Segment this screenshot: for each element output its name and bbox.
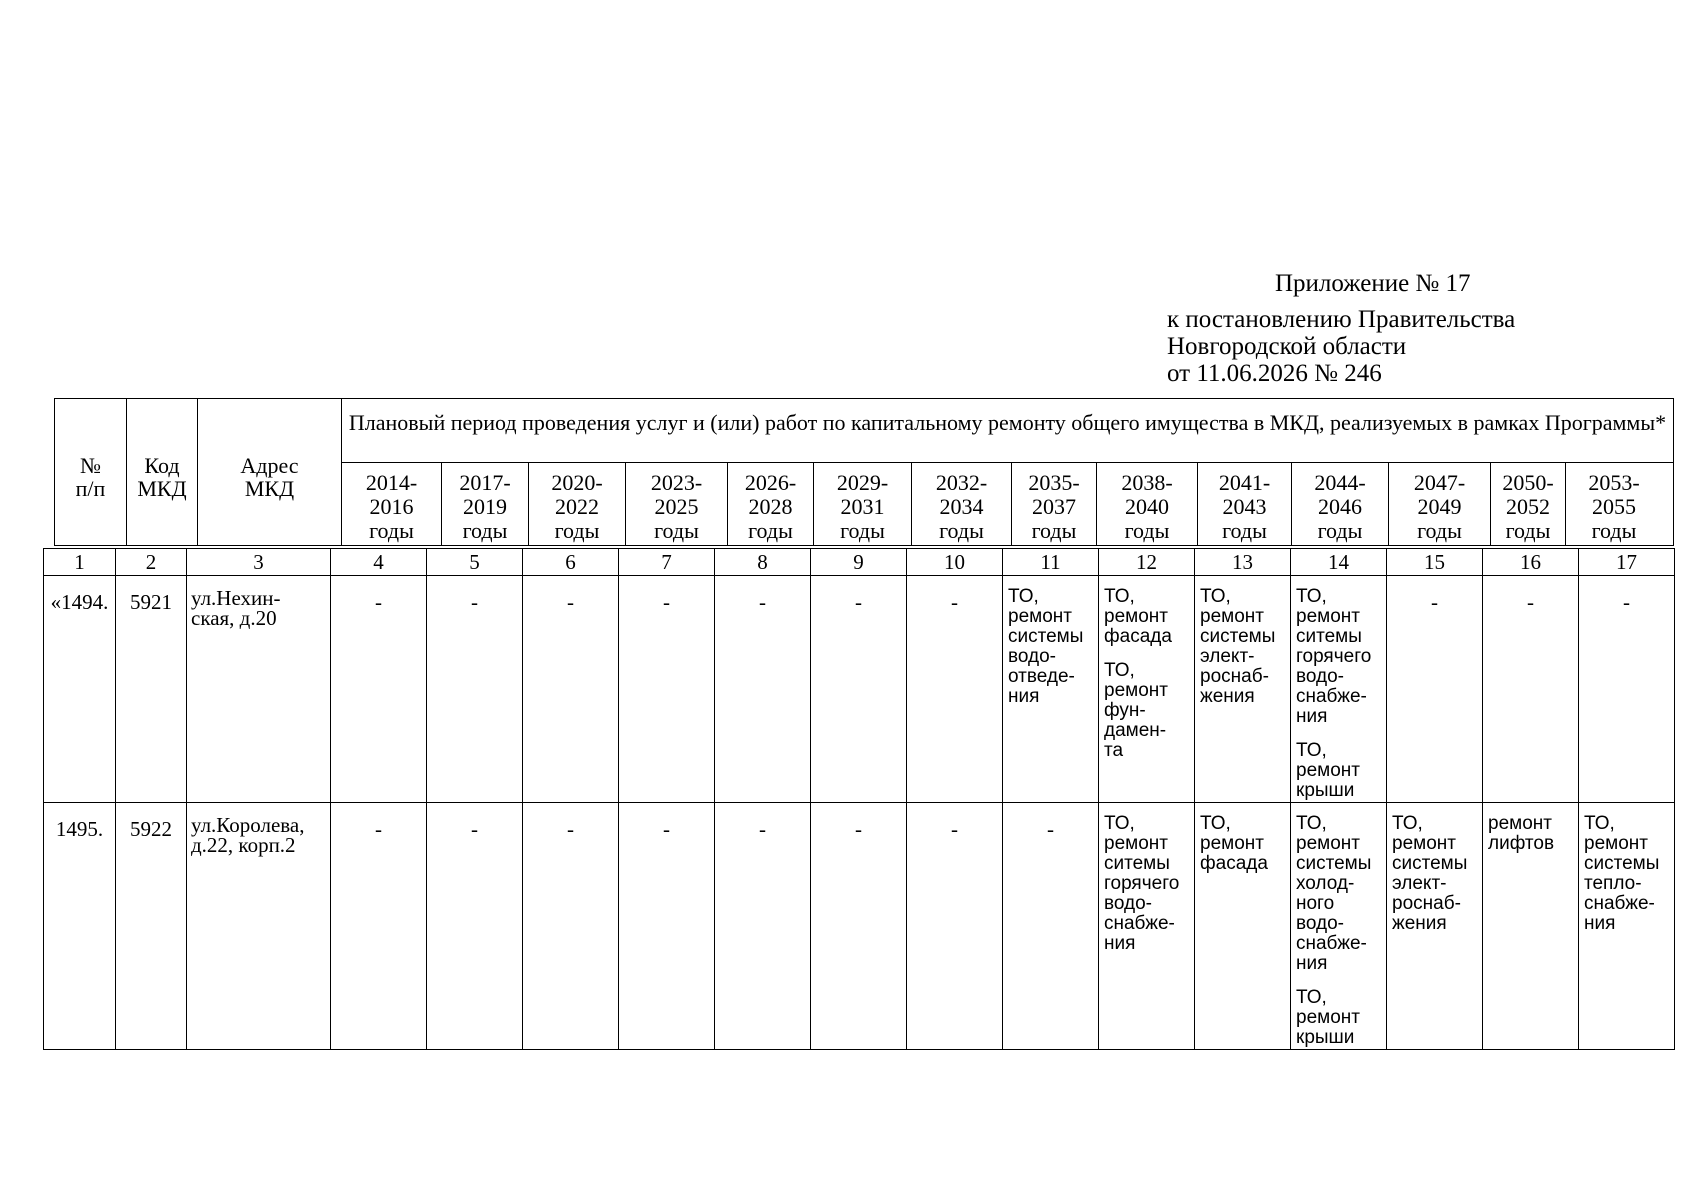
empty-dash: - <box>1623 590 1630 614</box>
header-period-line: 2014- <box>365 470 418 495</box>
column-number: 5 <box>427 549 523 576</box>
period-cell <box>715 576 811 803</box>
empty-dash: - <box>1047 817 1054 841</box>
empty-dash: - <box>663 590 670 614</box>
period-cell <box>619 803 715 1050</box>
header-period-line: 2026- <box>744 470 797 495</box>
header-period-line: 2043 <box>1222 494 1267 519</box>
header-period-line: 2034 <box>939 494 984 519</box>
column-number: 13 <box>1195 549 1291 576</box>
header-period-line: годы <box>1124 518 1170 543</box>
header-period-line: 2025 <box>654 494 699 519</box>
column-number: 11 <box>1003 549 1099 576</box>
header-period-line: 2016 <box>369 494 414 519</box>
empty-dash: - <box>471 590 478 614</box>
period-cell <box>427 576 523 803</box>
header-period-line: 2052 <box>1506 494 1550 519</box>
header-period-line: 2017- <box>459 470 511 495</box>
header-period-13 <box>1491 463 1566 545</box>
header-period-line: 2022 <box>555 494 599 519</box>
row-number: 1495. <box>44 803 116 1050</box>
header-period-line: 2037 <box>1032 494 1076 519</box>
header-period-line: 2035- <box>1028 470 1080 495</box>
column-number: 12 <box>1099 549 1195 576</box>
period-cell <box>1003 576 1099 803</box>
row-code: 5922 <box>116 803 187 1050</box>
header-period-line: 2029- <box>836 470 889 495</box>
header-period-line: годы <box>748 518 793 543</box>
column-number: 9 <box>811 549 907 576</box>
header-period-line: 2019 <box>463 494 507 519</box>
header-period-line: годы <box>462 518 508 543</box>
work-item: ремонт лифтов <box>1488 813 1555 854</box>
period-cell <box>1195 576 1291 803</box>
period-cell <box>1579 576 1675 803</box>
header-period-line: 2049 <box>1417 494 1462 519</box>
capital-repair-table <box>43 548 1675 1050</box>
period-cell <box>811 576 907 803</box>
work-item: ТО, ремонт крыши <box>1296 740 1360 801</box>
appendix-line: от 11.06.2026 № 246 <box>1167 360 1382 387</box>
header-address: Адрес МКД <box>198 399 342 545</box>
empty-dash: - <box>1527 590 1534 614</box>
header-period-2 <box>442 463 529 545</box>
header-period-line: 2053- <box>1588 470 1640 495</box>
header-period-line: 2055 <box>1592 494 1636 519</box>
empty-dash: - <box>375 590 382 614</box>
column-number: 1 <box>44 549 116 576</box>
header-period-line: 2032- <box>935 470 988 495</box>
row-code: 5921 <box>116 576 187 803</box>
empty-dash: - <box>567 590 574 614</box>
period-cell <box>523 576 619 803</box>
header-period-line: 2040 <box>1125 494 1169 519</box>
appendix-title: Приложение № 17 <box>1275 270 1471 297</box>
appendix-line: к постановлению Правительства <box>1167 306 1516 333</box>
period-cell <box>1003 803 1099 1050</box>
period-cell <box>1483 576 1579 803</box>
header-period-line: годы <box>369 518 414 543</box>
empty-dash: - <box>375 817 382 841</box>
header-period-line: 2038- <box>1121 470 1173 495</box>
header-period-line: годы <box>654 518 699 543</box>
empty-dash: - <box>1431 590 1438 614</box>
header-period-9 <box>1097 463 1198 545</box>
header-period-line: 2050- <box>1502 470 1554 495</box>
work-item: ТО, ремонт системы холод- ного водо- снабже- ния <box>1296 813 1372 974</box>
row-address: ул.Нехин- ская, д.20 <box>187 576 331 803</box>
column-number: 2 <box>116 549 187 576</box>
header-period-line: 2046 <box>1318 494 1362 519</box>
header-period-5 <box>728 463 814 545</box>
column-number: 8 <box>715 549 811 576</box>
period-cell <box>1387 803 1483 1050</box>
header-period-line: годы <box>840 518 885 543</box>
work-item: ТО, ремонт системы тепло- снабже- ния <box>1584 813 1660 934</box>
work-item: ТО, ремонт крыши <box>1296 987 1360 1048</box>
column-number: 3 <box>187 549 331 576</box>
empty-dash: - <box>951 590 958 614</box>
period-cell <box>907 576 1003 803</box>
header-period-6 <box>814 463 912 545</box>
column-number: 14 <box>1291 549 1387 576</box>
row-address: ул.Королева, д.22, корп.2 <box>187 803 331 1050</box>
header-period-line: 2031 <box>840 494 885 519</box>
period-cell <box>1291 803 1387 1050</box>
header-period-line: годы <box>1031 518 1077 543</box>
header-num: № п/п <box>55 399 127 545</box>
period-cell <box>811 803 907 1050</box>
period-cell <box>1483 803 1579 1050</box>
header-period-line: годы <box>1591 518 1637 543</box>
period-cell <box>427 803 523 1050</box>
header-period-11 <box>1292 463 1389 545</box>
appendix-block <box>1167 270 1515 387</box>
empty-dash: - <box>855 817 862 841</box>
header-code: Код МКД <box>127 399 198 545</box>
work-item: ТО, ремонт фасада <box>1200 813 1268 874</box>
header-period-4 <box>626 463 728 545</box>
header-period-line: годы <box>1317 518 1363 543</box>
work-item: ТО, ремонт системы водо- отведе- ния <box>1008 586 1084 707</box>
header-period-line: годы <box>1505 518 1551 543</box>
column-number: 16 <box>1483 549 1579 576</box>
empty-dash: - <box>471 817 478 841</box>
empty-dash: - <box>759 590 766 614</box>
work-item: ТО, ремонт системы элект- роснаб- жения <box>1200 586 1276 707</box>
header-period-line: годы <box>939 518 984 543</box>
table-row <box>44 803 1675 1050</box>
column-number: 6 <box>523 549 619 576</box>
period-cell <box>907 803 1003 1050</box>
column-number: 17 <box>1579 549 1675 576</box>
column-number: 15 <box>1387 549 1483 576</box>
header-period-line: годы <box>1222 518 1267 543</box>
work-item: ТО, ремонт ситемы горячего водо- снабже- ния <box>1104 813 1180 954</box>
period-cell <box>331 576 427 803</box>
header-period-title: Плановый период проведения услуг и (или) работ по капитальному ремонту общего имущества в МКД, реализуемых в рамках Программы* <box>342 399 1673 463</box>
period-cell <box>1099 576 1195 803</box>
header-period-8 <box>1012 463 1097 545</box>
empty-dash: - <box>759 817 766 841</box>
period-cell <box>1195 803 1291 1050</box>
header-period-line: 2023- <box>650 470 703 495</box>
row-number: «1494. <box>44 576 116 803</box>
header-period-7 <box>912 463 1012 545</box>
empty-dash: - <box>855 590 862 614</box>
column-number-row <box>44 549 1675 576</box>
column-number: 4 <box>331 549 427 576</box>
header-period-line: 2028 <box>748 494 793 519</box>
header-period-line: 2020- <box>551 470 603 495</box>
period-cell <box>1579 803 1675 1050</box>
column-number: 7 <box>619 549 715 576</box>
work-item: ТО, ремонт ситемы горячего водо- снабже- ния <box>1296 586 1372 727</box>
header-period-line: годы <box>1417 518 1462 543</box>
header-period-14 <box>1566 463 1662 545</box>
empty-dash: - <box>951 817 958 841</box>
empty-dash: - <box>567 817 574 841</box>
period-cell <box>1387 576 1483 803</box>
period-cell <box>523 803 619 1050</box>
period-cell <box>715 803 811 1050</box>
period-cell <box>619 576 715 803</box>
work-item: ТО, ремонт фасада <box>1104 586 1172 647</box>
column-number: 10 <box>907 549 1003 576</box>
header-period-10 <box>1198 463 1292 545</box>
header-period-12 <box>1389 463 1491 545</box>
header-period-1 <box>342 463 442 545</box>
period-cell <box>1291 576 1387 803</box>
empty-dash: - <box>663 817 670 841</box>
header-period-3 <box>529 463 626 545</box>
header-period-line: 2041- <box>1218 470 1271 495</box>
work-item: ТО, ремонт фун- дамен- та <box>1104 660 1168 761</box>
appendix-line: Новгородской области <box>1167 333 1407 360</box>
header-period-line: годы <box>554 518 600 543</box>
table-header <box>54 398 1674 546</box>
work-item: ТО, ремонт системы элект- роснаб- жения <box>1392 813 1468 934</box>
header-period-line: 2044- <box>1314 470 1366 495</box>
period-cell <box>331 803 427 1050</box>
period-cell <box>1099 803 1195 1050</box>
table-row <box>44 576 1675 803</box>
header-period-line: 2047- <box>1413 470 1466 495</box>
